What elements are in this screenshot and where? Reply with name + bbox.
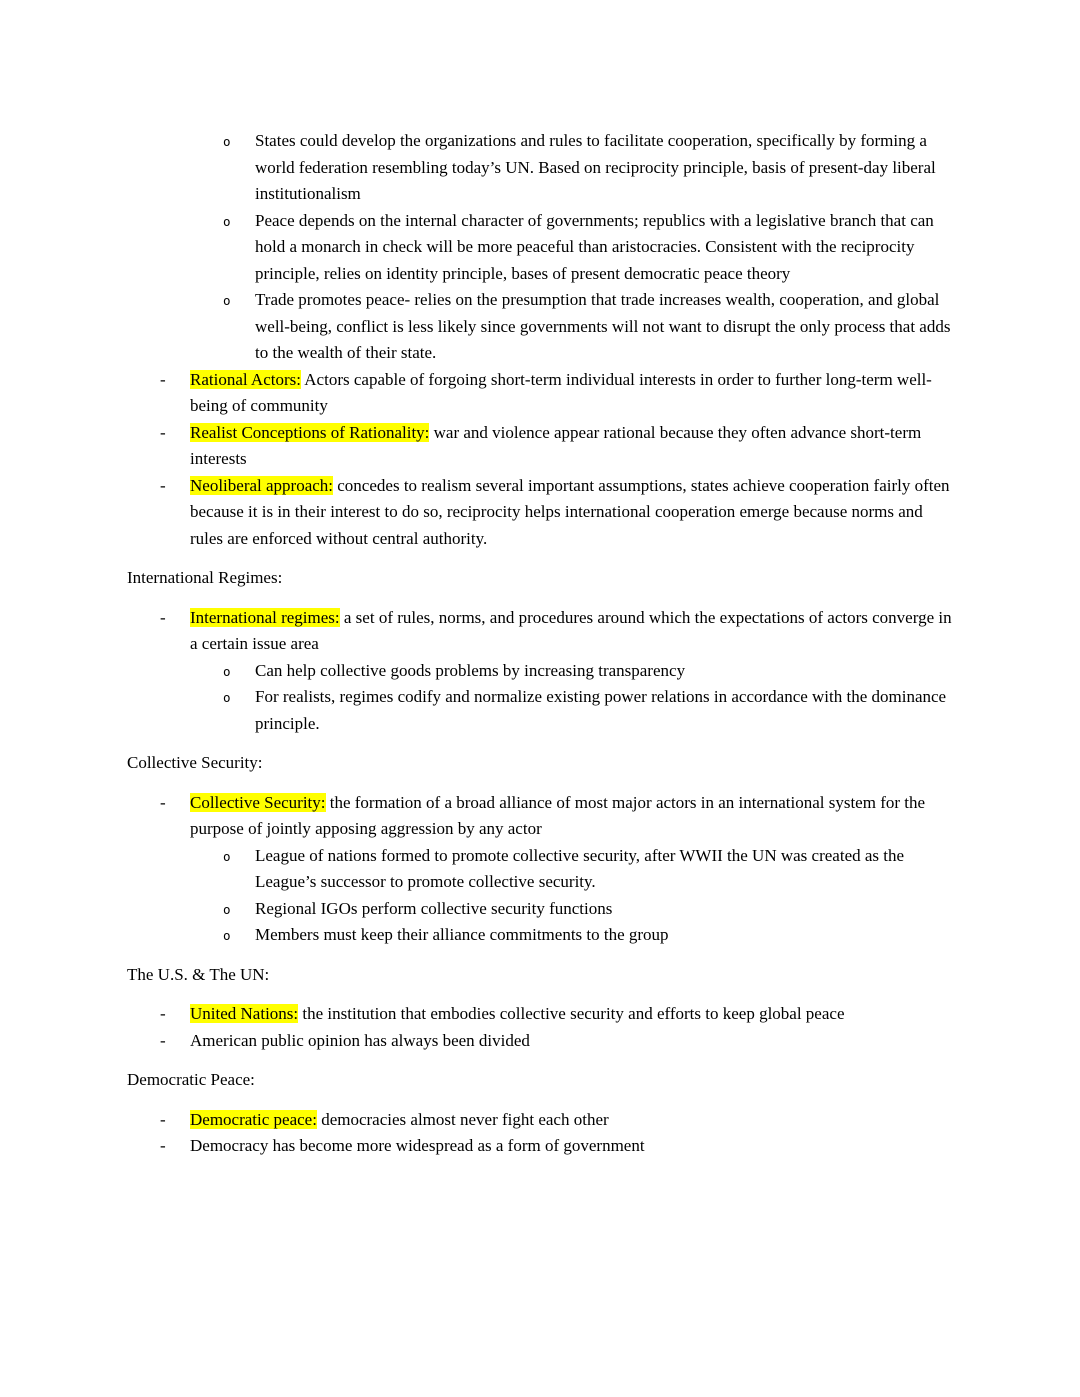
dash-bullet-item — [127, 1107, 952, 1134]
bullet-text: Democracy has become more widespread as a form of government — [190, 1136, 645, 1155]
dash-list — [127, 367, 952, 553]
bullet-text: International regimes: a set of rules, norms, and procedures around which the expectations of actors converge in a certain issue area — [190, 607, 952, 653]
bullet-text: Realist Conceptions of Rationality: war and violence appear rational because they often advance short-term interests — [190, 422, 922, 468]
circle-bullet-marker: o — [223, 663, 231, 679]
bullet-text: Neoliberal approach: concedes to realism several important assumptions, states achieve cooperation fairly often because it is in their interest to do so, reciprocity helps international cooperation emerge because norms and rules are enforced without central authority. — [190, 475, 950, 548]
bullet-text: League of nations formed to promote collective security, after WWII the UN was created as the League’s successor to promote collective security. — [255, 845, 905, 891]
dash-bullet-marker: - — [160, 475, 166, 495]
section-heading: International Regimes: — [127, 568, 283, 587]
bullet-text: Regional IGOs perform collective security functions — [255, 898, 613, 918]
dash-list — [127, 1107, 952, 1160]
bullet-text: Trade promotes peace- relies on the presumption that trade increases wealth, cooperation, and global well-being, conflict is less likely since governments will not want to disrupt the only process that adds to the wealth of their state. — [255, 290, 951, 362]
highlighted-term: Realist Conceptions of Rationality: — [190, 422, 430, 442]
circle-list — [127, 128, 952, 367]
circle-bullet-item — [127, 896, 952, 923]
bullet-text: Members must keep their alliance commitments to the group — [255, 925, 669, 944]
bullet-text: States could develop the organizations and rules to facilitate cooperation, specifically by forming a world federation resembling today’s UN. Based on reciprocity principle, basis of present-day liberal institutionalism — [255, 131, 936, 203]
dash-bullet-item — [127, 605, 952, 658]
circle-bullet-marker: o — [223, 690, 231, 705]
dash-bullet-item — [127, 420, 952, 473]
bullet-text: American public opinion has always been divided — [190, 1030, 530, 1050]
dash-list — [127, 605, 952, 738]
dash-list — [127, 790, 952, 949]
bullet-text: Collective Security: the formation of a broad alliance of most major actors in an international system for the purpose of jointly apposing aggression by any actor — [190, 792, 926, 838]
highlighted-term: Neoliberal approach: — [190, 475, 334, 495]
bullet-text: Peace depends on the internal character of governments; republics with a legislative branch that can hold a monarch in check will be more peaceful than aristocracies. Consistent with the reciprocity principle, relies on identity principle, bases of present democratic peace theory — [255, 210, 934, 283]
document-content — [127, 128, 952, 1160]
highlighted-term: Rational Actors: — [190, 369, 301, 389]
circle-bullet-marker: o — [223, 213, 231, 229]
circle-bullet-marker: o — [223, 134, 231, 149]
dash-list — [127, 1001, 952, 1054]
section-heading: Democratic Peace: — [127, 1070, 255, 1089]
dash-bullet-marker: - — [160, 1004, 166, 1023]
circle-bullet-marker: o — [223, 848, 231, 864]
highlighted-term: Democratic peace: — [190, 1109, 317, 1129]
circle-bullet-item — [127, 287, 952, 367]
dash-bullet-marker: - — [160, 792, 166, 812]
circle-bullet-item — [127, 922, 952, 949]
circle-bullet-item — [127, 684, 952, 737]
dash-bullet-marker: - — [160, 1030, 166, 1050]
bullet-text: Democratic peace: democracies almost never fight each other — [190, 1109, 609, 1129]
dash-bullet-marker: - — [160, 1109, 166, 1129]
bullet-text: For realists, regimes codify and normalize existing power relations in accordance with the dominance principle. — [255, 687, 947, 733]
bullet-text: Can help collective goods problems by increasing transparency — [255, 660, 686, 680]
highlighted-term: Collective Security: — [190, 792, 326, 812]
circle-bullet-item — [127, 658, 952, 685]
bullet-text: United Nations: the institution that embodies collective security and efforts to keep global peace — [190, 1004, 845, 1023]
dash-bullet-item — [127, 790, 952, 843]
dash-bullet-item — [127, 1028, 952, 1055]
circle-bullet-marker: o — [223, 901, 231, 917]
dash-bullet-item — [127, 1001, 952, 1028]
highlighted-term: International regimes: — [190, 607, 340, 627]
circle-bullet-item — [127, 128, 952, 208]
circle-bullet-item — [127, 208, 952, 288]
circle-bullet-marker: o — [223, 928, 231, 943]
dash-bullet-item — [127, 473, 952, 553]
section-heading: The U.S. & The UN: — [127, 964, 270, 984]
section-heading: Collective Security: — [127, 753, 263, 772]
circle-bullet-marker: o — [223, 293, 231, 308]
dash-bullet-marker: - — [160, 369, 166, 389]
dash-bullet-item — [127, 1133, 952, 1160]
circle-bullet-item — [127, 843, 952, 896]
highlighted-term: United Nations: — [190, 1004, 299, 1023]
bullet-text: Rational Actors: Actors capable of forgoing short-term individual interests in order to further long-term well-being of community — [190, 369, 932, 415]
dash-bullet-marker: - — [160, 422, 166, 442]
dash-bullet-marker: - — [160, 607, 166, 627]
dash-bullet-marker: - — [160, 1136, 166, 1155]
dash-bullet-item — [127, 367, 952, 420]
